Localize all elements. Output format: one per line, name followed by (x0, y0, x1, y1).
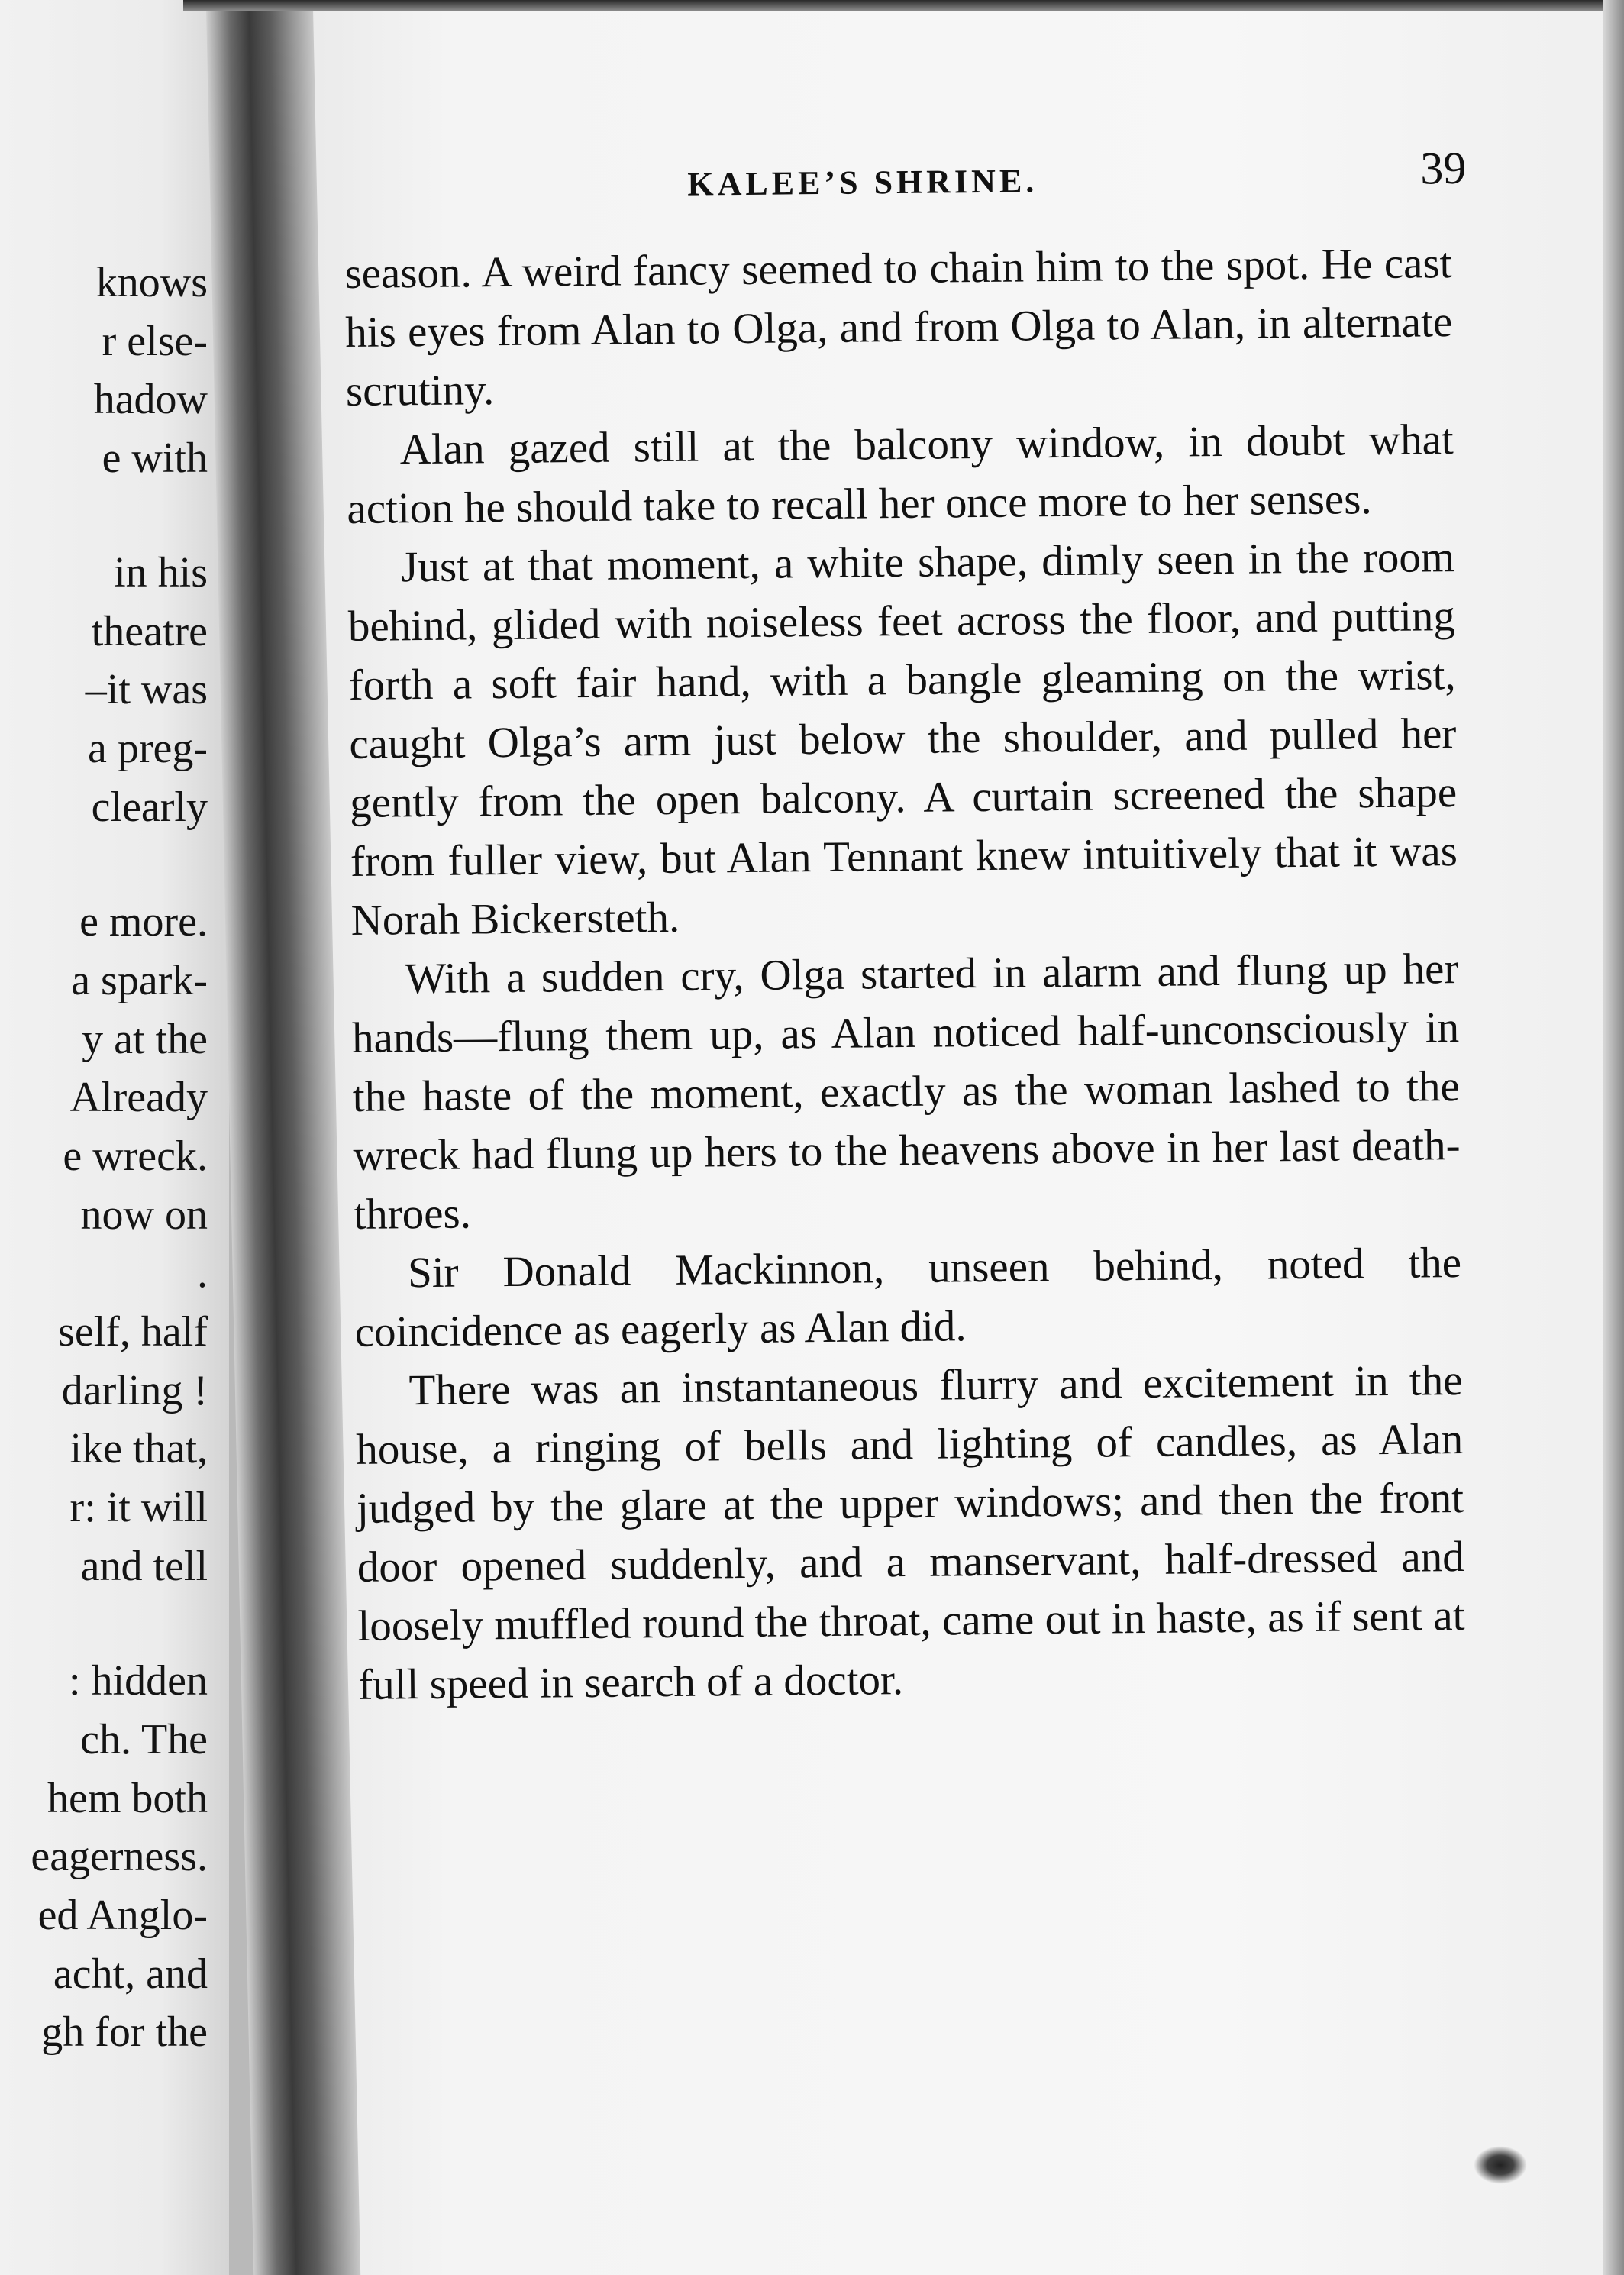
left-page-line: Already (69, 1074, 208, 1121)
left-page-line: . (197, 1249, 208, 1297)
running-head (344, 142, 1467, 221)
page-text-block (344, 142, 1466, 1714)
left-page-line: gh for the (41, 2008, 208, 2056)
page-right-edge (1603, 0, 1624, 2275)
left-page-line: ch. The (80, 1716, 208, 1763)
page-top-edge (183, 0, 1624, 11)
running-title: KALEE’S SHRINE. (687, 162, 1038, 203)
left-page-line: ed Anglo- (37, 1892, 208, 1939)
left-page-line: –it was (85, 666, 208, 713)
left-page-line: in his (114, 549, 208, 596)
paragraph: There was an instantaneous flurry and excitement in the house, a ringing of bells and lighting of candles, as Alan judged by the glare at the upper windows; and then the front door opened suddenly, and a manservant, half-dressed and loosely muffled round the throat, came out in haste, as if sent at full speed in search of a doctor. (356, 1356, 1465, 1709)
left-page-line: acht, and (53, 1950, 208, 1998)
left-page-line: knows (95, 259, 208, 306)
left-page-line: r: it will (69, 1484, 208, 1531)
left-page-line: clearly (91, 784, 208, 831)
paragraph: Alan gazed still at the balcony window, in doubt what action he should take to recall her once more to her senses. (347, 415, 1454, 533)
left-page-line: eagerness. (31, 1833, 208, 1880)
left-page-line: r else- (102, 318, 208, 365)
left-page-line: : hidden (69, 1657, 208, 1705)
left-page-line: y at the (82, 1016, 208, 1063)
page-number: 39 (1419, 142, 1467, 194)
left-page-line: and tell (80, 1543, 208, 1590)
left-page-line: e with (102, 435, 208, 482)
paragraph: With a sudden cry, Olga started in alarm and flung up her hands—flung them up, as Alan noticed half-unconsciously in the haste of the moment, exactly as the woman lashed to the wreck had flung up hers to the heavens above in her last death-throes. (351, 945, 1461, 1239)
left-page-line: a spark- (71, 957, 208, 1004)
left-page-line: e wreck. (63, 1133, 208, 1180)
left-page-line: a preg- (87, 725, 208, 772)
left-page-line: now on (80, 1191, 208, 1239)
left-page-line: hem both (47, 1775, 208, 1822)
left-page-line: hadow (93, 376, 208, 423)
left-page-line: darling ! (61, 1367, 208, 1414)
left-page (0, 0, 229, 2275)
paragraph: Sir Donald Mackinnon, unseen behind, noted the coincidence as eagerly as Alan did. (354, 1239, 1462, 1356)
left-page-line: ike that, (69, 1425, 208, 1472)
left-page-line: theatre (91, 608, 208, 655)
left-page-line: self, half (58, 1308, 208, 1356)
paragraph: season. A weird fancy seemed to chain him to the spot. He cast his eyes from Alan to Olga, and from Olga to Alan, in alternate scrutiny. (344, 239, 1453, 415)
ink-stain (1474, 2146, 1527, 2184)
paragraph: Just at that moment, a white shape, dimly seen in the room behind, glided with noiseless feet across the floor, and putting forth a soft fair hand, with a bangle gleaming on the wrist, caught Olga’s arm just below the shoulder, and pulled her gently from the open balcony. A curtain screened the shape from fuller view, but Alan Tennant knew intuitively that it was Norah Bickersteth. (347, 533, 1458, 945)
left-page-line: e more. (79, 898, 208, 945)
